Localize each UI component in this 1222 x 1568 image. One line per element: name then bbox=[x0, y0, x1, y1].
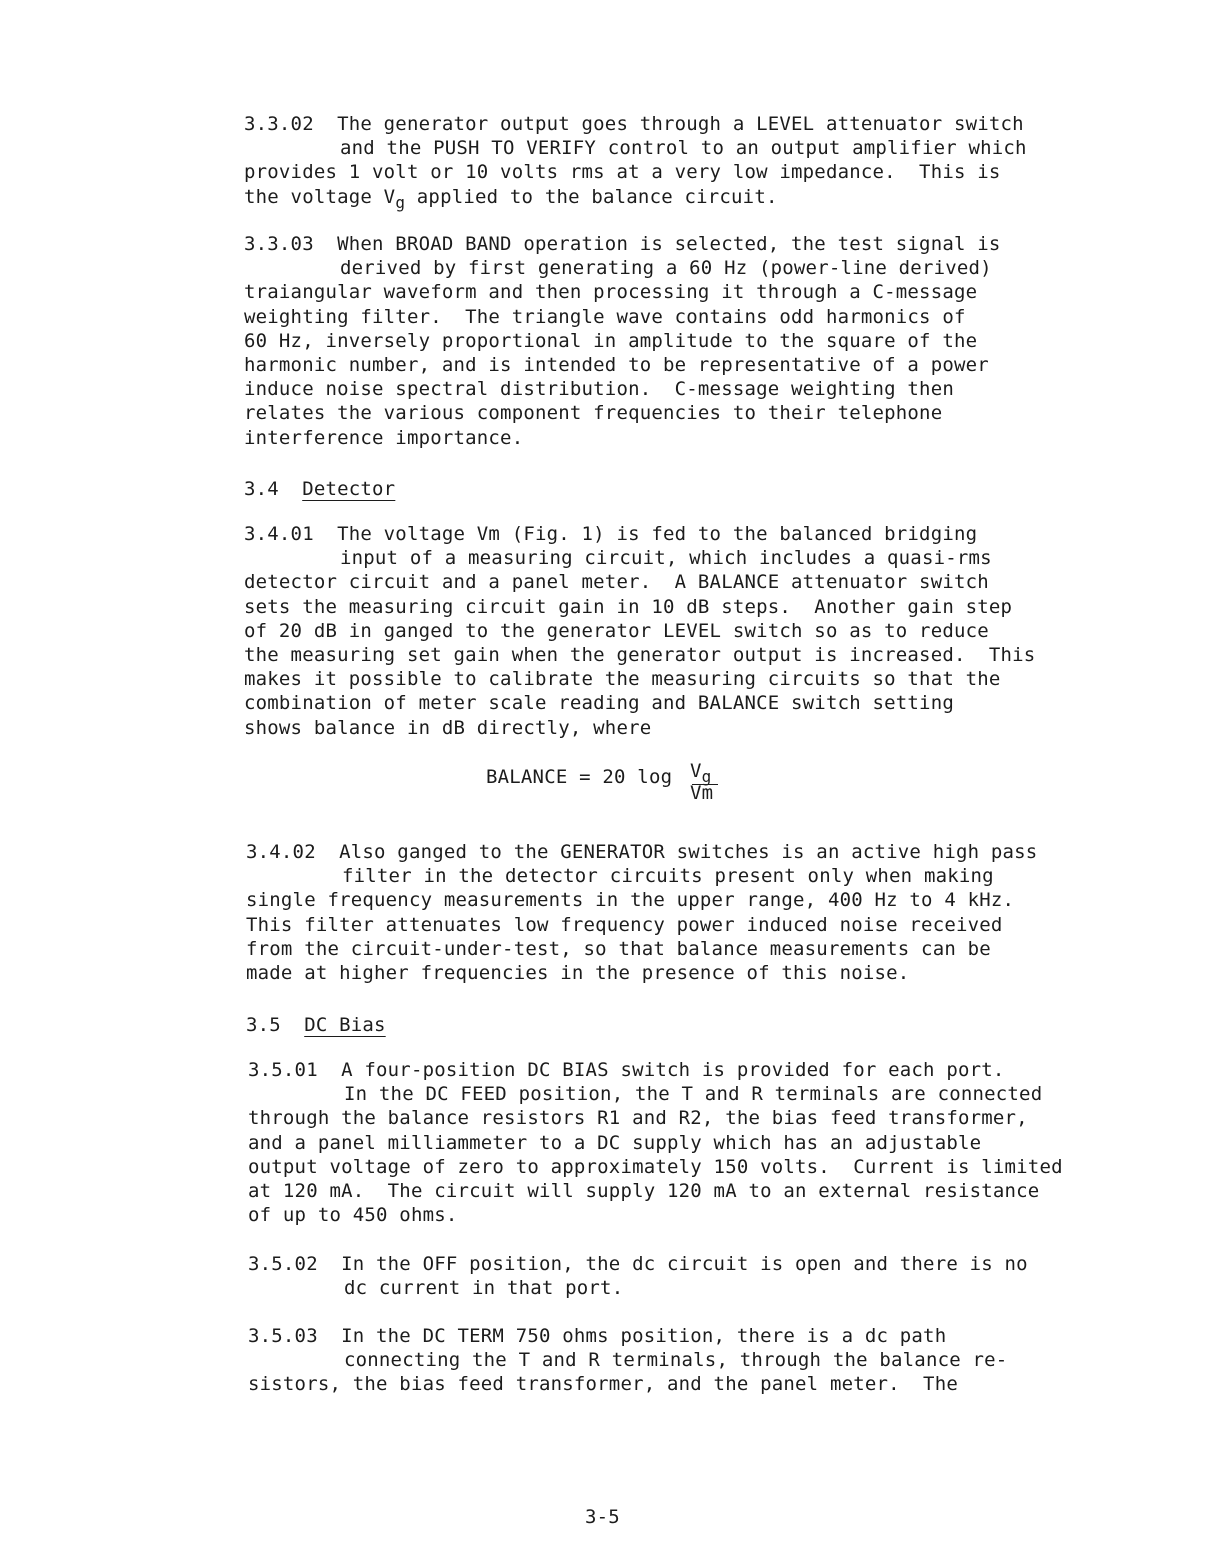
text-line: shows balance in dB directly, where bbox=[244, 716, 652, 739]
paragraph-3-5-03 bbox=[248, 1324, 1007, 1397]
text-segment: applied to the balance circuit. bbox=[405, 185, 778, 208]
section-heading-3-5 bbox=[246, 1013, 386, 1037]
text-line: relates the various component frequencies to their telephone bbox=[244, 402, 943, 425]
numerator-subscript: g bbox=[701, 767, 712, 786]
text-line: made at higher frequencies in the presence of this noise. bbox=[246, 961, 910, 984]
formula-lhs: BALANCE = 20 log bbox=[486, 766, 684, 788]
text-line: combination of meter scale reading and BALANCE switch setting bbox=[244, 692, 954, 715]
formula-denominator: Vm bbox=[690, 782, 714, 804]
text-line: filter in the detector circuits present only when making bbox=[342, 865, 994, 888]
text-line: and the PUSH TO VERIFY control to an output amplifier which bbox=[340, 137, 1027, 160]
text-line: connecting the T and R terminals, through the balance re- bbox=[344, 1349, 1008, 1372]
text-line: at 120 mA. The circuit will supply 120 mA to an external resistance bbox=[248, 1179, 1040, 1202]
page-number: 3-5 bbox=[585, 1506, 620, 1528]
text-line: This filter attenuates low frequency power induced noise received bbox=[246, 913, 1003, 936]
text-line: single frequency measurements in the upper range, 400 Hz to 4 kHz. bbox=[246, 889, 1015, 912]
text-line bbox=[244, 185, 1027, 212]
text-line: induce noise spectral distribution. C-message weighting then bbox=[244, 378, 954, 401]
text-line: provides 1 volt or 10 volts rms at a very low impedance. This is bbox=[244, 161, 1001, 184]
text-line: harmonic number, and is intended to be representative of a power bbox=[244, 353, 989, 376]
text-line: 3.5.02 In the OFF position, the dc circuit is open and there is no bbox=[248, 1253, 1028, 1275]
section-title: Detector bbox=[302, 478, 396, 500]
paragraph-3-4-01 bbox=[244, 522, 1035, 740]
text-line: from the circuit-under-test, so that balance measurements can be bbox=[246, 937, 991, 960]
text-line: output voltage of zero to approximately 150 volts. Current is limited bbox=[248, 1155, 1063, 1178]
text-line: of 20 dB in ganged to the generator LEVEL switch so as to reduce bbox=[244, 619, 989, 642]
text-line: detector circuit and a panel meter. A BALANCE attenuator switch bbox=[244, 571, 989, 594]
text-line: sets the measuring circuit gain in 10 dB steps. Another gain step bbox=[244, 595, 1013, 618]
text-line: 3.5.03 In the DC TERM 750 ohms position, there is a dc path bbox=[248, 1325, 947, 1347]
text-line: In the DC FEED position, the T and R terminals are connected bbox=[344, 1083, 1043, 1106]
section-heading-3-4 bbox=[244, 477, 395, 501]
paragraph-3-5-02 bbox=[248, 1252, 1028, 1300]
text-line: 3.3.03 When BROAD BAND operation is selected, the test signal is bbox=[244, 233, 1001, 255]
paragraph-3-3-02 bbox=[244, 112, 1027, 212]
balance-formula bbox=[486, 760, 746, 820]
subscript: g bbox=[395, 192, 406, 212]
text-line: 3.4.02 Also ganged to the GENERATOR switches is an active high pass bbox=[246, 841, 1038, 863]
text-line: 3.4.01 The voltage Vm (Fig. 1) is fed to the balanced bridging bbox=[244, 523, 978, 545]
text-line: through the balance resistors R1 and R2, the bias feed transformer, bbox=[248, 1107, 1028, 1130]
section-title: DC Bias bbox=[304, 1014, 386, 1036]
text-line: makes it possible to calibrate the measuring circuits so that the bbox=[244, 668, 1001, 691]
text-line: and a panel milliammeter to a DC supply which has an adjustable bbox=[248, 1131, 982, 1154]
text-line: 60 Hz, inversely proportional in amplitude to the square of the bbox=[244, 329, 978, 352]
text-line: input of a measuring circuit, which includes a quasi-rms bbox=[340, 547, 992, 570]
text-line: derived by first generating a 60 Hz (power-line derived) bbox=[340, 257, 992, 280]
formula-numerator bbox=[690, 760, 712, 786]
numerator-symbol: V bbox=[690, 760, 702, 782]
section-number: 3.5 bbox=[246, 1014, 305, 1036]
text-line: dc current in that port. bbox=[344, 1277, 624, 1300]
text-line: sistors, the bias feed transformer, and the panel meter. The bbox=[248, 1373, 958, 1396]
text-line: 3.5.01 A four-position DC BIAS switch is provided for each port. bbox=[248, 1059, 1005, 1081]
text-line: 3.3.02 The generator output goes through a LEVEL attenuator switch bbox=[244, 113, 1024, 135]
text-line: traiangular waveform and then processing it through a C-message bbox=[244, 281, 978, 304]
paragraph-3-3-03 bbox=[244, 232, 1001, 450]
text-line: interference importance. bbox=[244, 426, 524, 449]
paragraph-3-5-01 bbox=[248, 1058, 1063, 1227]
text-line: weighting filter. The triangle wave contains odd harmonics of bbox=[244, 305, 966, 328]
text-line: the measuring set gain when the generator output is increased. This bbox=[244, 643, 1036, 666]
text-line: of up to 450 ohms. bbox=[248, 1204, 458, 1227]
section-number: 3.4 bbox=[244, 478, 303, 500]
paragraph-3-4-02 bbox=[246, 840, 1037, 985]
text-segment: the voltage V bbox=[244, 185, 396, 208]
